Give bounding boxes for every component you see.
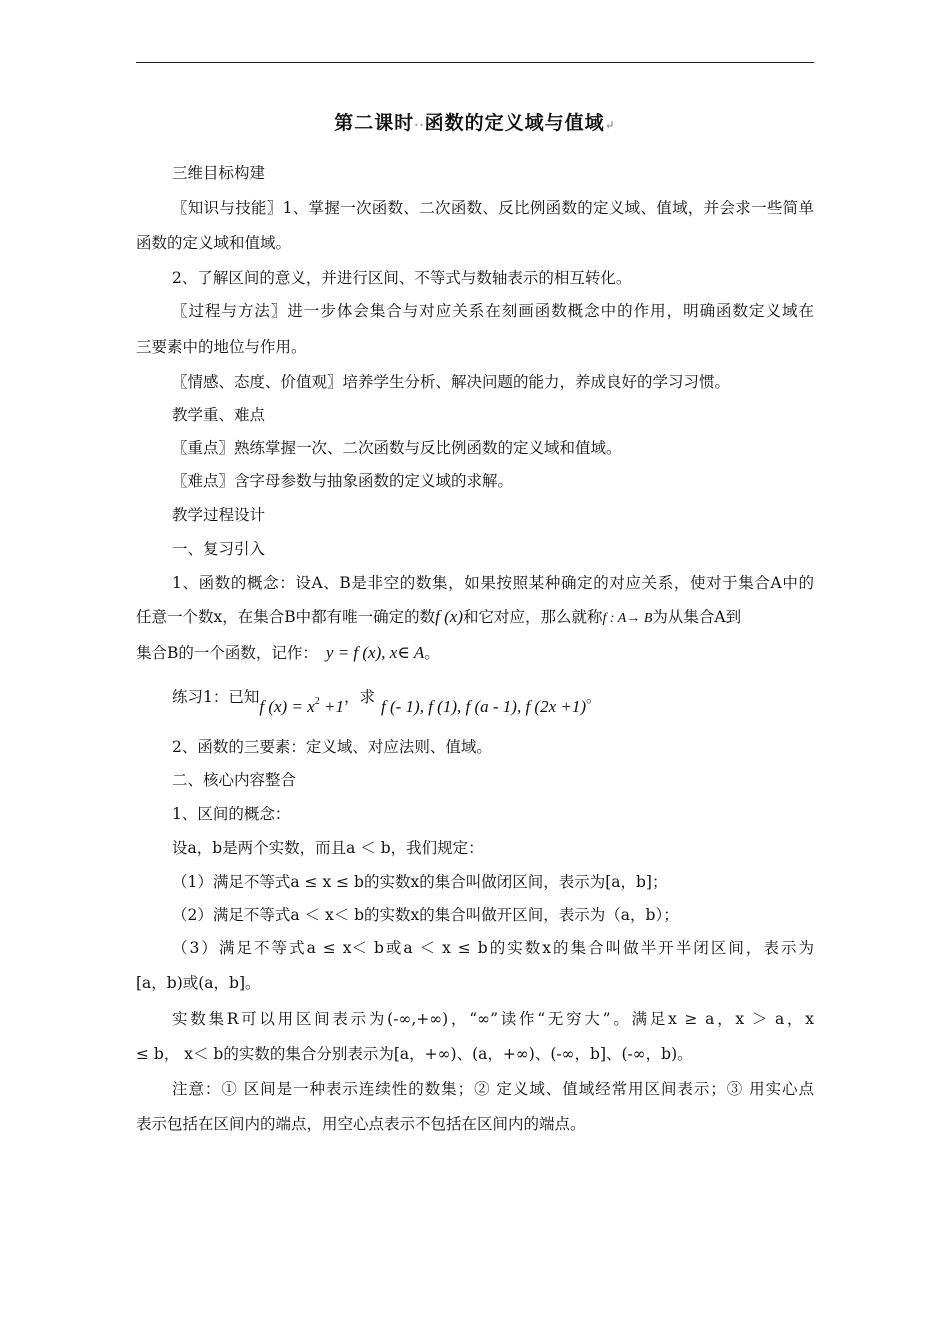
math-mapping: f : A→ B bbox=[602, 611, 653, 626]
paragraph-line: [a，b)或(a，b]。 bbox=[136, 974, 261, 992]
section-heading: 三维目标构建 bbox=[172, 164, 266, 182]
title-rest: 函数的定义域与值域 bbox=[424, 112, 605, 134]
page-title bbox=[0, 108, 950, 135]
paragraph-line: 注意：① 区间是一种表示连续性的数集；② 定义域、值域经常用区间表示；③ 用实心点 bbox=[172, 1080, 814, 1098]
section-heading: 教学过程设计 bbox=[172, 506, 266, 524]
paragraph-line: 2、了解区间的意义，并进行区间、不等式与数轴表示的相互转化。 bbox=[172, 269, 632, 287]
paragraph-line: 〖重点〗熟练掌握一次、二次函数与反比例函数的定义域和值域。 bbox=[172, 439, 622, 457]
paragraph-line: （1）满足不等式a ≤ x ≤ b的实数x的集合叫做闭区间，表示为[a，b]； bbox=[172, 873, 668, 891]
paragraph-line: 实数集R可以用区间表示为(-∞,+∞)，“∞”读作“无穷大”。满足x ≥ a，x ＞ a，x bbox=[172, 1010, 814, 1028]
paragraph-line: 函数的定义域和值域。 bbox=[136, 234, 292, 252]
paragraph-line: 设a，b是两个实数，而且a ＜ b，我们规定： bbox=[172, 839, 484, 857]
section-heading: 1、区间的概念： bbox=[172, 805, 291, 823]
paragraph-line: （2）满足不等式a ＜ x＜ b的实数x的集合叫做开区间，表示为（a，b）； bbox=[172, 906, 679, 924]
math-exercise-function: f $(x) = x^2 +1$ bbox=[259, 696, 344, 716]
header-rule bbox=[136, 62, 814, 63]
paragraph-mark-icon: ↵ bbox=[604, 118, 616, 132]
paragraph-line: （3）满足不等式a ≤ x＜ b或a ＜ x ≤ b的实数x的集合叫做半开半闭区间，表示为 bbox=[172, 939, 814, 957]
paragraph-line: 三要素中的地位与作用。 bbox=[136, 338, 307, 356]
math-fx: f (x) bbox=[435, 607, 463, 626]
paragraph-line: 〖过程与方法〗进一步体会集合与对应关系在刻画函数概念中的作用，明确函数定义域在 bbox=[172, 302, 814, 320]
section-heading: 一、复习引入 bbox=[172, 540, 266, 558]
paragraph-line-with-math: 集合B的一个函数，记作： y = f (x), x∈ A。 bbox=[136, 643, 440, 662]
title-main: 第二课时 bbox=[334, 112, 415, 134]
paragraph-line-with-math: 任意一个数x，在集合B中都有唯一确定的数f (x)和它对应，那么就称f : A→ B为从集合A到 bbox=[136, 607, 742, 626]
paragraph-line: 1、函数的概念：设A、B是非空的数集，如果按照某种确定的对应关系，使对于集合A中的 bbox=[172, 574, 814, 592]
math-exercise-targets: f (- 1), f (1), f (a - 1), f (2x +1) bbox=[380, 697, 587, 716]
paragraph-line: 〖知识与技能〗1、掌握一次函数、二次函数、反比例函数的定义域、值域，并会求一些简单 bbox=[172, 199, 814, 217]
exercise-line: 练习1：已知f $(x) = x^2 +1$，求 f (- 1), f (1), f (a - 1), f (2x +1)。 bbox=[172, 688, 602, 716]
paragraph-line: 表示包括在区间内的端点，用空心点表示不包括在区间内的端点。 bbox=[136, 1115, 586, 1133]
paragraph-line: 〖难点〗含字母参数与抽象函数的定义域的求解。 bbox=[172, 472, 514, 490]
title-separator: ·· bbox=[414, 118, 425, 132]
paragraph-line: 〖情感、态度、价值观〗培养学生分析、解决问题的能力，养成良好的学习习惯。 bbox=[172, 373, 731, 391]
paragraph-line: ≤ b， x＜ b的实数的集合分别表示为[a，+∞)、(a，+∞)、(-∞，b]、(-∞，b)。 bbox=[136, 1045, 693, 1063]
section-heading: 教学重、难点 bbox=[172, 406, 266, 424]
math-function-notation: y = f (x), x∈ A bbox=[325, 643, 425, 662]
section-heading: 二、核心内容整合 bbox=[172, 771, 297, 789]
paragraph-line: 2、函数的三要素：定义域、对应法则、值域。 bbox=[172, 738, 492, 756]
